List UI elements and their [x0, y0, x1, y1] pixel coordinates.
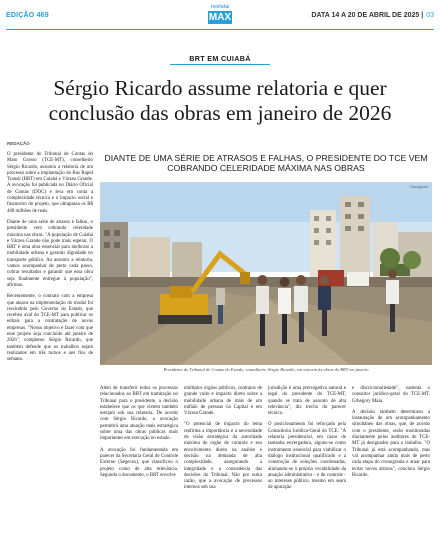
article-column-2 — [184, 386, 262, 497]
column-4-paragraph-1: e discricionariedade", sustenta o consultor jurídico-geral do TCE-MT, Grhegory Maia. — [352, 386, 430, 404]
magazine-logo[interactable] — [205, 4, 235, 28]
article-column-4 — [352, 386, 430, 484]
column-4-paragraph-2: A decisão também determinou a instauração de um acompanhamento simultâneo das obras, que, de acordo com o presidente, serão monitoradas diariamente pelos auditores do TCE-MT já designados para o trabalho. "O Tribunal já está acompanhando, mas vai acompanhar ainda mais de perto cada etapa do cronograma e atuar para evitar novos atrasos", concluiu Sérgio Ricardo. — [352, 409, 430, 478]
column-2-paragraph-1: múltiplos órgãos públicos, contratos de grande vulto e impacto direto sobre a mobilidade urbana de mais de um milhão de pessoas na Capital e em Várzea Grande. — [184, 386, 262, 417]
headline: Sérgio Ricardo assume relatoria e quer conclusão das obras em janeiro de 2026 — [48, 76, 392, 125]
column-3-paragraph-1: jurisdição é uma prerrogativa natural e legal do presidente do TCE-MT, quando se trata de assunto de alta relevância", diz trecho do parecer técnico. — [268, 386, 346, 417]
photo-caption: Presidente do Tribunal de Contas do Estado, conselheiro Sérgio Ricardo, em vistoria às obras do BRT em janeiro — [163, 367, 369, 372]
left-paragraph-2: Diante de uma série de atrasos e falhas, o presidente vem cobrando celeridade máxima nas obras. "A população de Cuiabá e Várzea Grande não pode mais esperar. O BRT é uma obra essencial para melhorar a mobilidade urbana e garantir dignidade no transporte público. Ao assumir a relatoria, vamos acompanhar de perto cada passo, cobrar resultados e garantir que essa obra seja finalmente entregue à população", afirmou. — [7, 219, 93, 288]
article-photo — [100, 182, 432, 365]
page-header — [0, 0, 440, 30]
byline: REDAÇÃO — [7, 141, 30, 146]
header-divider — [6, 29, 434, 30]
column-1-paragraph-2: A avocação foi fundamentada em parecer da Secretaria Geral de Controle Externo (Segecex), que classificou o projeto como de alta relevância. Segundo o documento, o BRT envolve — [100, 447, 178, 478]
column-2-paragraph-2: "O potencial de impacto do tema reafirma a importância e a necessidade de visão estratégica da autoridade máxima do órgão de controle e seu envolvimento direto na análise e decisão na demanda de alta complexidade, assegurando a integridade e a consistência das decisões do Tribunal. Não por outra razão, que a avocação de processos internos sob sua — [184, 422, 262, 491]
edition-number: EDIÇÃO 469 — [6, 12, 49, 19]
section-label: BRT EM CUIABÁ — [189, 54, 251, 63]
logo-wordmark: MAX — [208, 12, 232, 23]
logo-prefix: revista — [210, 4, 230, 10]
page-number: 03 — [426, 12, 434, 19]
left-paragraph-3: Recentemente, o contrato com a empresa que atuava na implementação do modal foi rescindido pelo Governo do Estado, que recebeu aval do TCE-MT para publicar os editais para a contratação de novas empresas. "Nosso objetivo é fazer com que esse projeto seja concluído até janeiro de 2026", completou Sérgio Ricardo, que também defende que os trabalhos sejam realizados em três turnos e aos fins de semana. — [7, 294, 93, 363]
column-3-paragraph-2: O posicionamento foi reforçado pela Consultoria Jurídica-Geral do TCE. "A relatoria presidencial, em casos de tamanha envergadura, alguns-se como instrumento essencial para viabilizar o diálogo institucional qualificado e a construção de soluções coordenadas, alinhando-se à própria vocabilidade da atuação administrativa - e de controle - ao interesse público, mesmo em seara de apuração — [268, 422, 346, 491]
left-paragraph-1: O presidente do Tribunal de Contas do Mato Grosso (TCE-MT), conselheiro Sérgio Ricardo, assumiu a relatoria de um processo sobre a implantação do Bus Rapid Transit (BRT) em Cuiabá e Várzea Grande. A avocação foi publicada no Diário Oficial de Contas (DOC) e leva em conta a complexidade técnica e o impacto social e financeiro do projeto, que ultrapassa os R$ 468 milhões de reais. — [7, 152, 93, 214]
left-column — [7, 141, 93, 369]
issue-date-text: DATA 14 A 20 DE ABRIL DE 2025 | — [311, 12, 424, 19]
column-1-paragraph-1: Além de transferir todos os processos relacionados ao BRT em tramitação no Tribunal para o presidente, a decisão estabelece que os que vierem também estejam sob sua relatoria. De acordo com Sérgio Ricardo, a avocação permitirá uma atuação mais estratégica sobre uma das obras públicas mais importantes em execução no estado. — [100, 386, 178, 442]
article-column-3 — [268, 386, 346, 497]
article-column-1 — [100, 386, 178, 484]
construction-site-illustration — [100, 182, 432, 365]
photo-credit: Divulgação — [410, 185, 428, 189]
section-underline — [170, 64, 270, 65]
issue-date — [311, 12, 434, 19]
subheadline: DIANTE DE UMA SÉRIE DE ATRASOS E FALHAS, O PRESIDENTE DO TCE VEM COBRANDO CELERIDADE MÁXIMA NAS OBRAS — [104, 153, 428, 173]
